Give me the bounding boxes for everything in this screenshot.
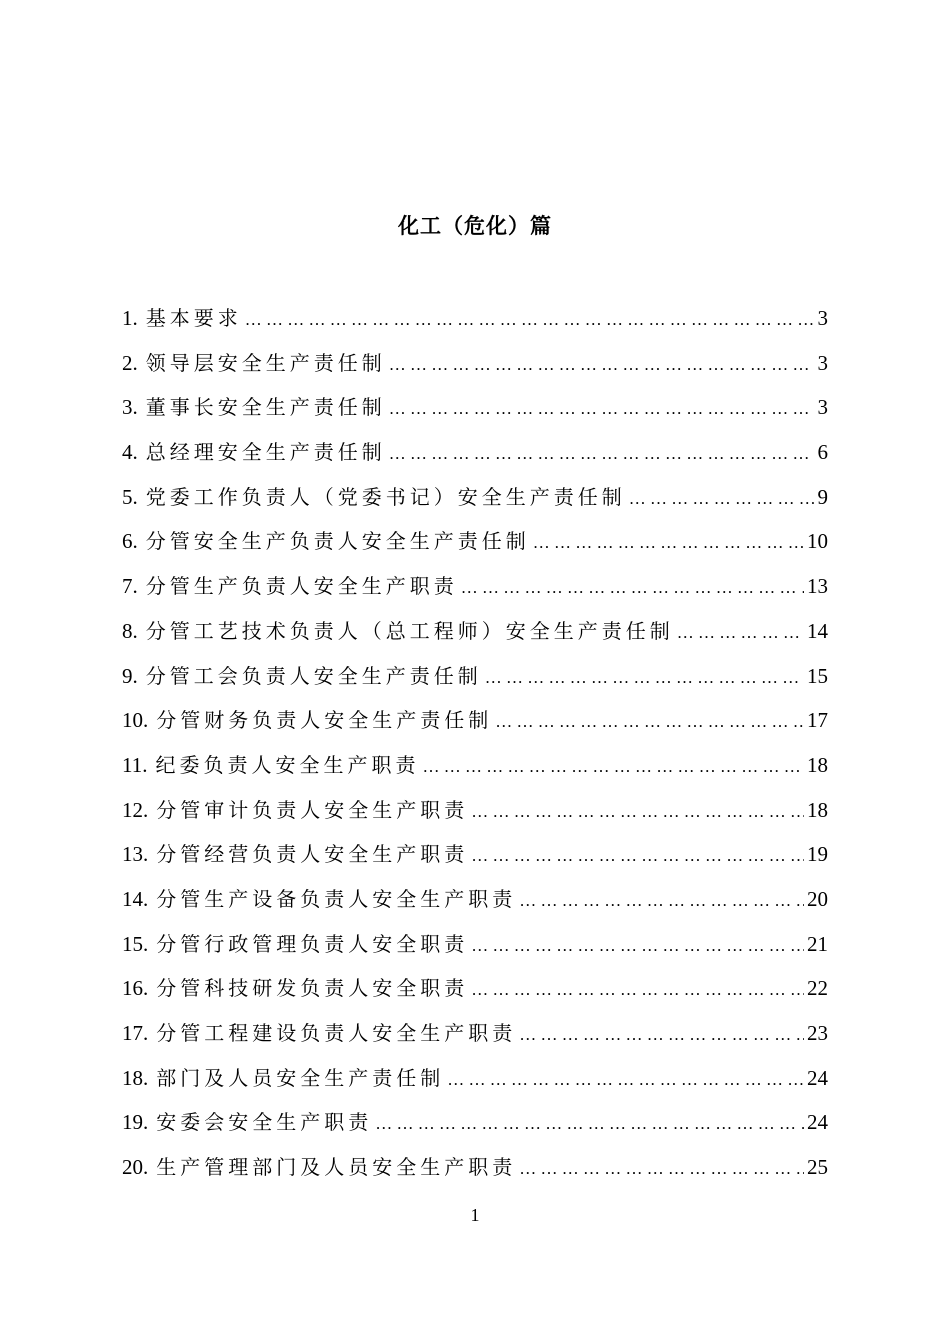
toc-entry-number: 5.	[122, 484, 138, 509]
toc-entry-page: 10	[807, 529, 828, 554]
toc-entry-page: 21	[807, 931, 828, 956]
toc-entry[interactable]	[122, 832, 828, 877]
toc-entry[interactable]	[122, 519, 828, 564]
toc-entry-title: 分管经营负责人安全生产职责	[156, 842, 469, 867]
toc-leader-dots	[519, 879, 804, 922]
toc-entry-page: 15	[807, 663, 828, 688]
toc-entry-page: 3	[817, 350, 828, 375]
toc-entry-page: 23	[807, 1021, 828, 1045]
toc-entry-number: 14.	[122, 886, 149, 911]
toc-leader-dots	[389, 432, 815, 475]
toc-entry-number: 18.	[122, 1065, 149, 1090]
toc-leader-dots	[245, 298, 815, 341]
toc-entry-title: 总经理安全生产责任制	[145, 440, 386, 465]
toc-entry-title: 董事长安全生产责任制	[145, 395, 386, 420]
toc-entry-title: 分管工艺技术负责人（总工程师）安全生产责任制	[145, 618, 674, 643]
page-title: 化工（危化）篇	[398, 214, 552, 238]
toc-entry-number: 4.	[122, 440, 138, 465]
toc-leader-dots	[375, 1102, 804, 1145]
toc-entry-title: 分管行政管理负责人安全职责	[156, 931, 469, 956]
toc-entry[interactable]	[122, 877, 828, 922]
toc-entry-title: 生产管理部门及人员安全生产职责	[156, 1155, 517, 1180]
toc-leader-dots	[495, 700, 804, 743]
toc-leader-dots	[519, 1013, 804, 1056]
toc-entry-title: 分管生产负责人安全生产职责	[145, 574, 458, 599]
toc-entry[interactable]	[122, 698, 828, 743]
table-of-contents	[122, 296, 828, 1190]
toc-entry[interactable]	[122, 788, 828, 833]
toc-entry-page: 24	[807, 1110, 828, 1135]
toc-entry-page: 18	[807, 797, 828, 822]
toc-entry-number: 11.	[122, 752, 148, 777]
toc-entry-number: 16.	[122, 976, 149, 1001]
toc-entry-number: 7.	[122, 574, 138, 599]
toc-entry-number: 3.	[122, 395, 138, 420]
toc-entry-page: 18	[807, 752, 828, 777]
toc-entry-page: 13	[807, 574, 828, 599]
toc-entry[interactable]	[122, 1145, 828, 1190]
toc-entry-page: 24	[807, 1065, 828, 1090]
toc-leader-dots	[471, 968, 804, 1011]
toc-entry-number: 9.	[122, 663, 138, 688]
toc-entry-number: 6.	[122, 529, 138, 554]
toc-entry-number: 2.	[122, 350, 138, 375]
toc-entry-page: 22	[807, 976, 828, 1001]
toc-entry[interactable]	[122, 966, 828, 1011]
toc-entry-number: 10.	[122, 708, 149, 733]
toc-entry[interactable]	[122, 296, 828, 341]
toc-entry[interactable]	[122, 743, 828, 788]
toc-entry-title: 部门及人员安全生产责任制	[156, 1065, 445, 1090]
toc-leader-dots	[485, 656, 804, 699]
toc-entry-number: 8.	[122, 618, 138, 643]
toc-entry[interactable]	[122, 385, 828, 430]
toc-entry[interactable]	[122, 1011, 828, 1056]
toc-entry-page: 9	[817, 484, 828, 509]
toc-entry[interactable]	[122, 475, 828, 520]
toc-leader-dots	[422, 745, 804, 788]
toc-leader-dots	[461, 566, 804, 609]
toc-entry-number: 15.	[122, 931, 149, 956]
toc-entry-title: 分管工会负责人安全生产责任制	[145, 663, 482, 688]
toc-entry[interactable]	[122, 1100, 828, 1145]
toc-leader-dots	[533, 521, 804, 564]
toc-entry-title: 分管工程建设负责人安全生产职责	[156, 1021, 517, 1045]
toc-entry-title: 领导层安全生产责任制	[145, 350, 386, 375]
toc-leader-dots	[629, 477, 815, 520]
toc-entry-number: 13.	[122, 842, 149, 867]
toc-leader-dots	[519, 1147, 804, 1190]
toc-entry[interactable]	[122, 609, 828, 654]
toc-entry[interactable]	[122, 341, 828, 386]
toc-leader-dots	[389, 343, 815, 386]
toc-entry-title: 分管生产设备负责人安全生产职责	[156, 886, 517, 911]
toc-leader-dots	[471, 790, 804, 833]
toc-entry-title: 分管科技研发负责人安全职责	[156, 976, 469, 1001]
toc-entry-page: 25	[807, 1155, 828, 1180]
toc-entry-title: 基本要求	[145, 306, 242, 330]
toc-entry-title: 安委会安全生产职责	[156, 1110, 373, 1135]
page-number: 1	[470, 1205, 480, 1225]
toc-entry-number: 20.	[122, 1155, 149, 1180]
toc-leader-dots	[677, 611, 804, 654]
toc-entry[interactable]	[122, 1056, 828, 1101]
toc-entry-page: 17	[807, 708, 828, 733]
toc-leader-dots	[389, 387, 815, 430]
toc-entry-title: 分管审计负责人安全生产职责	[156, 797, 469, 822]
toc-entry-title: 分管财务负责人安全生产责任制	[156, 708, 493, 733]
toc-entry-number: 17.	[122, 1021, 149, 1045]
toc-entry-page: 19	[807, 842, 828, 867]
toc-entry[interactable]	[122, 564, 828, 609]
toc-entry[interactable]	[122, 654, 828, 699]
toc-entry-page: 3	[817, 306, 828, 330]
toc-entry-page: 6	[817, 440, 828, 465]
toc-entry-number: 19.	[122, 1110, 149, 1135]
toc-leader-dots	[471, 924, 804, 967]
toc-entry-number: 1.	[122, 306, 138, 330]
toc-entry-page: 20	[807, 886, 828, 911]
toc-entry[interactable]	[122, 922, 828, 967]
toc-entry-title: 纪委负责人安全生产职责	[155, 752, 420, 777]
toc-entry-title: 党委工作负责人（党委书记）安全生产责任制	[145, 484, 626, 509]
toc-entry-page: 14	[807, 618, 828, 643]
toc-leader-dots	[447, 1058, 804, 1101]
toc-entry-page: 3	[817, 395, 828, 420]
toc-entry-title: 分管安全生产负责人安全生产责任制	[145, 529, 530, 554]
toc-entry-number: 12.	[122, 797, 149, 822]
toc-leader-dots	[471, 834, 804, 877]
toc-entry[interactable]	[122, 430, 828, 475]
